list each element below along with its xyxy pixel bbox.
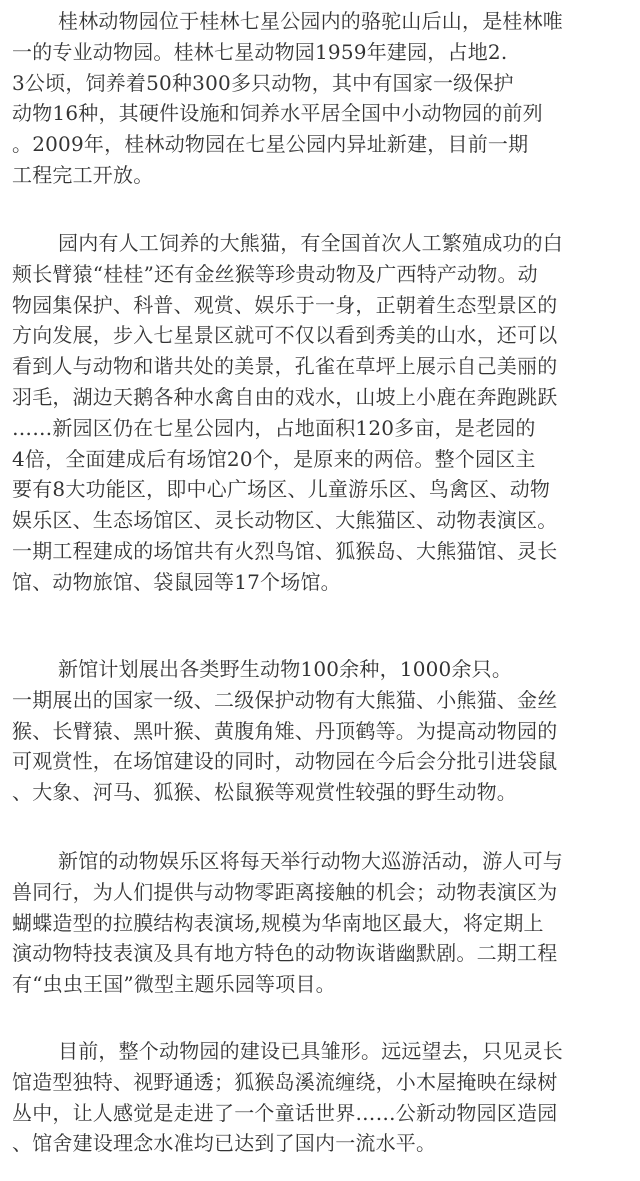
- paragraph-5: [0, 1036, 640, 1159]
- text-line: 新馆计划展出各类野生动物100余种，1000余只。: [58, 657, 513, 681]
- text-line: 蝴蝶造型的拉膜结构表演场,规模为华南地区最大，将定期上: [12, 910, 544, 935]
- text-line: 、馆舍建设理念水准均已达到了国内一流水平。: [12, 1131, 437, 1156]
- text-line: 兽同行，为人们提供与动物零距离接触的机会；动物表演区为: [12, 879, 558, 904]
- text-line: 要有8大功能区，即中心广场区、儿童游乐区、鸟禽区、动物: [12, 477, 551, 502]
- paragraph-4: [0, 846, 640, 1000]
- text-line: 、大象、河马、狐猴、松鼠猴等观赏性较强的野生动物。: [12, 780, 517, 805]
- text-line: 有“虫虫王国”微型主题乐园等项目。: [12, 972, 336, 997]
- text-line: 3公顷，饲养着50种300多只动物，其中有国家一级保护: [12, 70, 514, 95]
- text-line: 目前，整个动物园的建设已具雏形。远远望去，只见灵长: [58, 1039, 563, 1063]
- text-line: 一的专业动物园。桂林七星动物园1959年建园，占地2.: [12, 39, 508, 64]
- text-line: 颊长臂猿“桂桂”还有金丝猴等珍贵动物及广西特产动物。动: [12, 261, 538, 286]
- text-line: 一期工程建成的场馆共有火烈鸟馆、狐猴岛、大熊猫馆、灵长: [12, 538, 558, 563]
- paragraph-3: [0, 654, 640, 808]
- text-line: 娱乐区、生态场馆区、灵长动物区、大熊猫区、动物表演区。: [12, 508, 558, 533]
- text-line: 桂林动物园位于桂林七星公园内的骆驼山后山，是桂林唯: [58, 9, 563, 33]
- text-line: ……新园区仍在七星公园内，占地面积120多亩，是老园的: [12, 415, 536, 440]
- text-line: 动物16种，其硬件设施和饲养水平居全国中小动物园的前列: [12, 101, 543, 126]
- text-line: 羽毛，湖边天鹅各种水禽自由的戏水，山坡上小鹿在奔跑跳跃: [12, 384, 558, 409]
- paragraph-1: [0, 6, 640, 191]
- text-line: 一期展出的国家一级、二级保护动物有大熊猫、小熊猫、金丝: [12, 687, 558, 712]
- text-line: 方向发展，步入七星景区就可不仅以看到秀美的山水，还可以: [12, 323, 558, 348]
- text-line: 馆、动物旅馆、袋鼠园等17个场馆。: [12, 569, 341, 594]
- text-line: 看到人与动物和谐共处的美景，孔雀在草坪上展示自己美丽的: [12, 354, 558, 379]
- text-line: 演动物特技表演及具有地方特色的动物诙谐幽默剧。二期工程: [12, 941, 558, 966]
- text-line: 可观赏性，在场馆建设的同时，动物园在今后会分批引进袋鼠: [12, 749, 558, 774]
- text-line: 馆造型独特、视野通透；狐猴岛溪流缠绕，小木屋掩映在绿树: [12, 1069, 558, 1094]
- text-line: 园内有人工饲养的大熊猫，有全国首次人工繁殖成功的白: [58, 231, 563, 255]
- paragraph-2: [0, 228, 640, 598]
- text-line: 猴、长臂猿、黑叶猴、黄腹角雉、丹顶鹤等。为提高动物园的: [12, 718, 558, 743]
- text-line: 新馆的动物娱乐区将每天举行动物大巡游活动，游人可与: [58, 849, 563, 873]
- text-line: 丛中，让人感觉是走进了一个童话世界……公新动物园区造园: [12, 1100, 558, 1125]
- text-line: 4倍，全面建成后有场馆20个，是原来的两倍。整个园区主: [12, 446, 536, 471]
- text-line: 工程完工开放。: [12, 162, 154, 187]
- text-line: 。2009年，桂林动物园在七星公园内异址新建，目前一期: [12, 132, 529, 157]
- text-line: 物园集保护、科普、观赏、娱乐于一身，正朝着生态型景区的: [12, 292, 558, 317]
